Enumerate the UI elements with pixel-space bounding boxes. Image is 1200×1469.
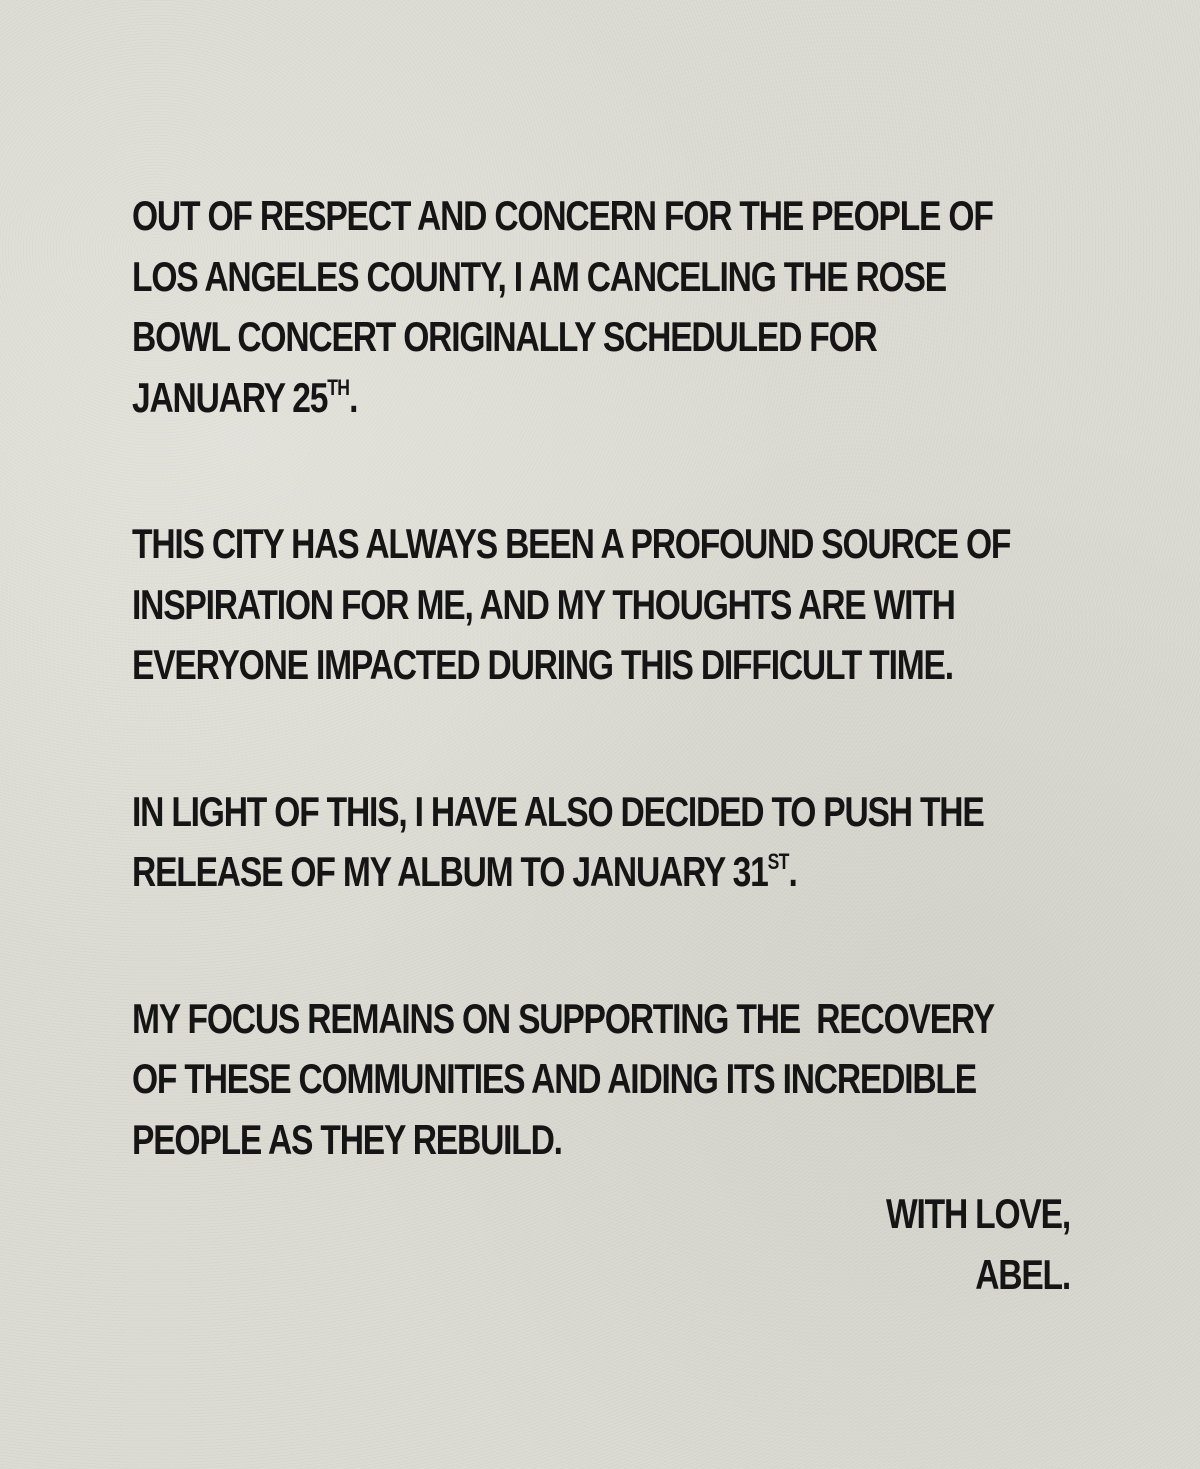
text-line-date bbox=[132, 368, 1072, 429]
paragraph-recovery-focus bbox=[132, 989, 1072, 1171]
text-line: THIS CITY HAS ALWAYS BEEN A PROFOUND SOURCE OF bbox=[132, 520, 1011, 567]
text-line: IN LIGHT OF THIS, I HAVE ALSO DECIDED TO PUSH THE bbox=[132, 787, 984, 835]
paragraph-city-inspiration bbox=[132, 514, 1072, 696]
text-line: OUT OF RESPECT AND CONCERN FOR THE PEOPLE OF bbox=[132, 192, 993, 239]
text-line: PEOPLE AS THEY REBUILD. bbox=[132, 1115, 562, 1163]
text-line: MY FOCUS REMAINS ON SUPPORTING THE RECOVERY bbox=[132, 994, 994, 1042]
date-text: RELEASE OF MY ALBUM TO JANUARY 31 bbox=[132, 848, 768, 895]
period: . bbox=[788, 848, 797, 895]
date-text: JANUARY 25 bbox=[132, 373, 328, 421]
text-line: BOWL CONCERT ORIGINALLY SCHEDULED FOR bbox=[132, 313, 877, 360]
signoff bbox=[886, 1183, 1070, 1305]
signature: ABEL. bbox=[975, 1251, 1070, 1298]
letter-body bbox=[132, 186, 1072, 1256]
text-line: LOS ANGELES COUNTY, I AM CANCELING THE ROSE bbox=[132, 252, 946, 300]
paragraph-album-delay bbox=[132, 782, 1072, 903]
closing: WITH LOVE, bbox=[886, 1190, 1070, 1237]
text-line: INSPIRATION FOR ME, AND MY THOUGHTS ARE WITH bbox=[132, 580, 955, 628]
ordinal-suffix: TH bbox=[327, 374, 350, 400]
text-line: EVERYONE IMPACTED DURING THIS DIFFICULT TIME. bbox=[132, 641, 953, 688]
period: . bbox=[349, 373, 358, 421]
ordinal-suffix: ST bbox=[767, 849, 789, 874]
paragraph-concert-cancellation bbox=[132, 186, 1072, 428]
text-line-date bbox=[132, 842, 1072, 903]
text-line: OF THESE COMMUNITIES AND AIDING ITS INCREDIBLE bbox=[132, 1055, 976, 1102]
